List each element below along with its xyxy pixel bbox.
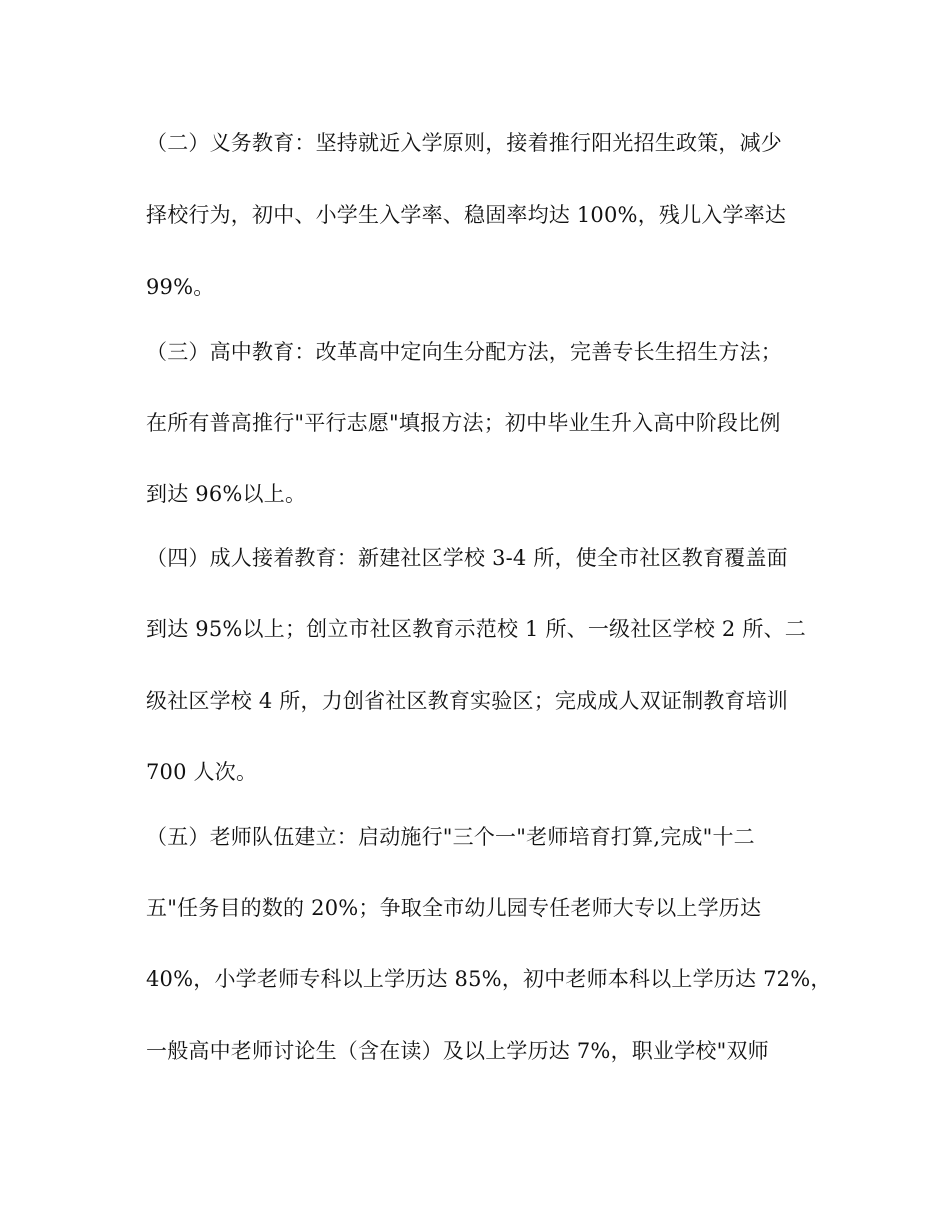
paragraph-3-line-3: 到达 96%以上。 [146, 482, 307, 506]
paragraph-4-line-3: 级社区学校 4 所，力创省社区教育实验区；完成成人双证制教育培训 [146, 689, 789, 713]
paragraph-5-line-3: 40%，小学老师专科以上学历达 85%，初中老师本科以上学历达 72%， [146, 967, 832, 991]
paragraph-4-line-1: （四）成人接着教育：新建社区学校 3-4 所，使全市社区教育覆盖面 [146, 546, 788, 570]
paragraph-3-line-1: （三）高中教育：改革高中定向生分配方法，完善专长生招生方法； [146, 340, 782, 364]
paragraph-2-line-2: 择校行为，初中、小学生入学率、稳固率均达 100%，残儿入学率达 [146, 203, 787, 227]
paragraph-2-line-1: （二）义务教育：坚持就近入学原则，接着推行阳光招生政策，减少 [146, 131, 782, 155]
paragraph-4-line-2: 到达 95%以上；创立市社区教育示范校 1 所、一级社区学校 2 所、二 [146, 617, 806, 641]
paragraph-5-line-2: 五"任务目的数的 20%；争取全市幼儿园专任老师大专以上学历达 [146, 896, 762, 920]
paragraph-2-line-3: 99%。 [146, 275, 215, 299]
paragraph-5-line-4: 一般高中老师讨论生（含在读）及以上学历达 7%，职业学校"双师 [146, 1039, 769, 1063]
paragraph-3-line-2: 在所有普高推行"平行志愿"填报方法；初中毕业生升入高中阶段比例 [146, 411, 781, 435]
paragraph-5-line-1: （五）老师队伍建立：启动施行"三个一"老师培育打算,完成"十二 [146, 825, 755, 849]
paragraph-4-line-4: 700 人次。 [146, 760, 258, 784]
